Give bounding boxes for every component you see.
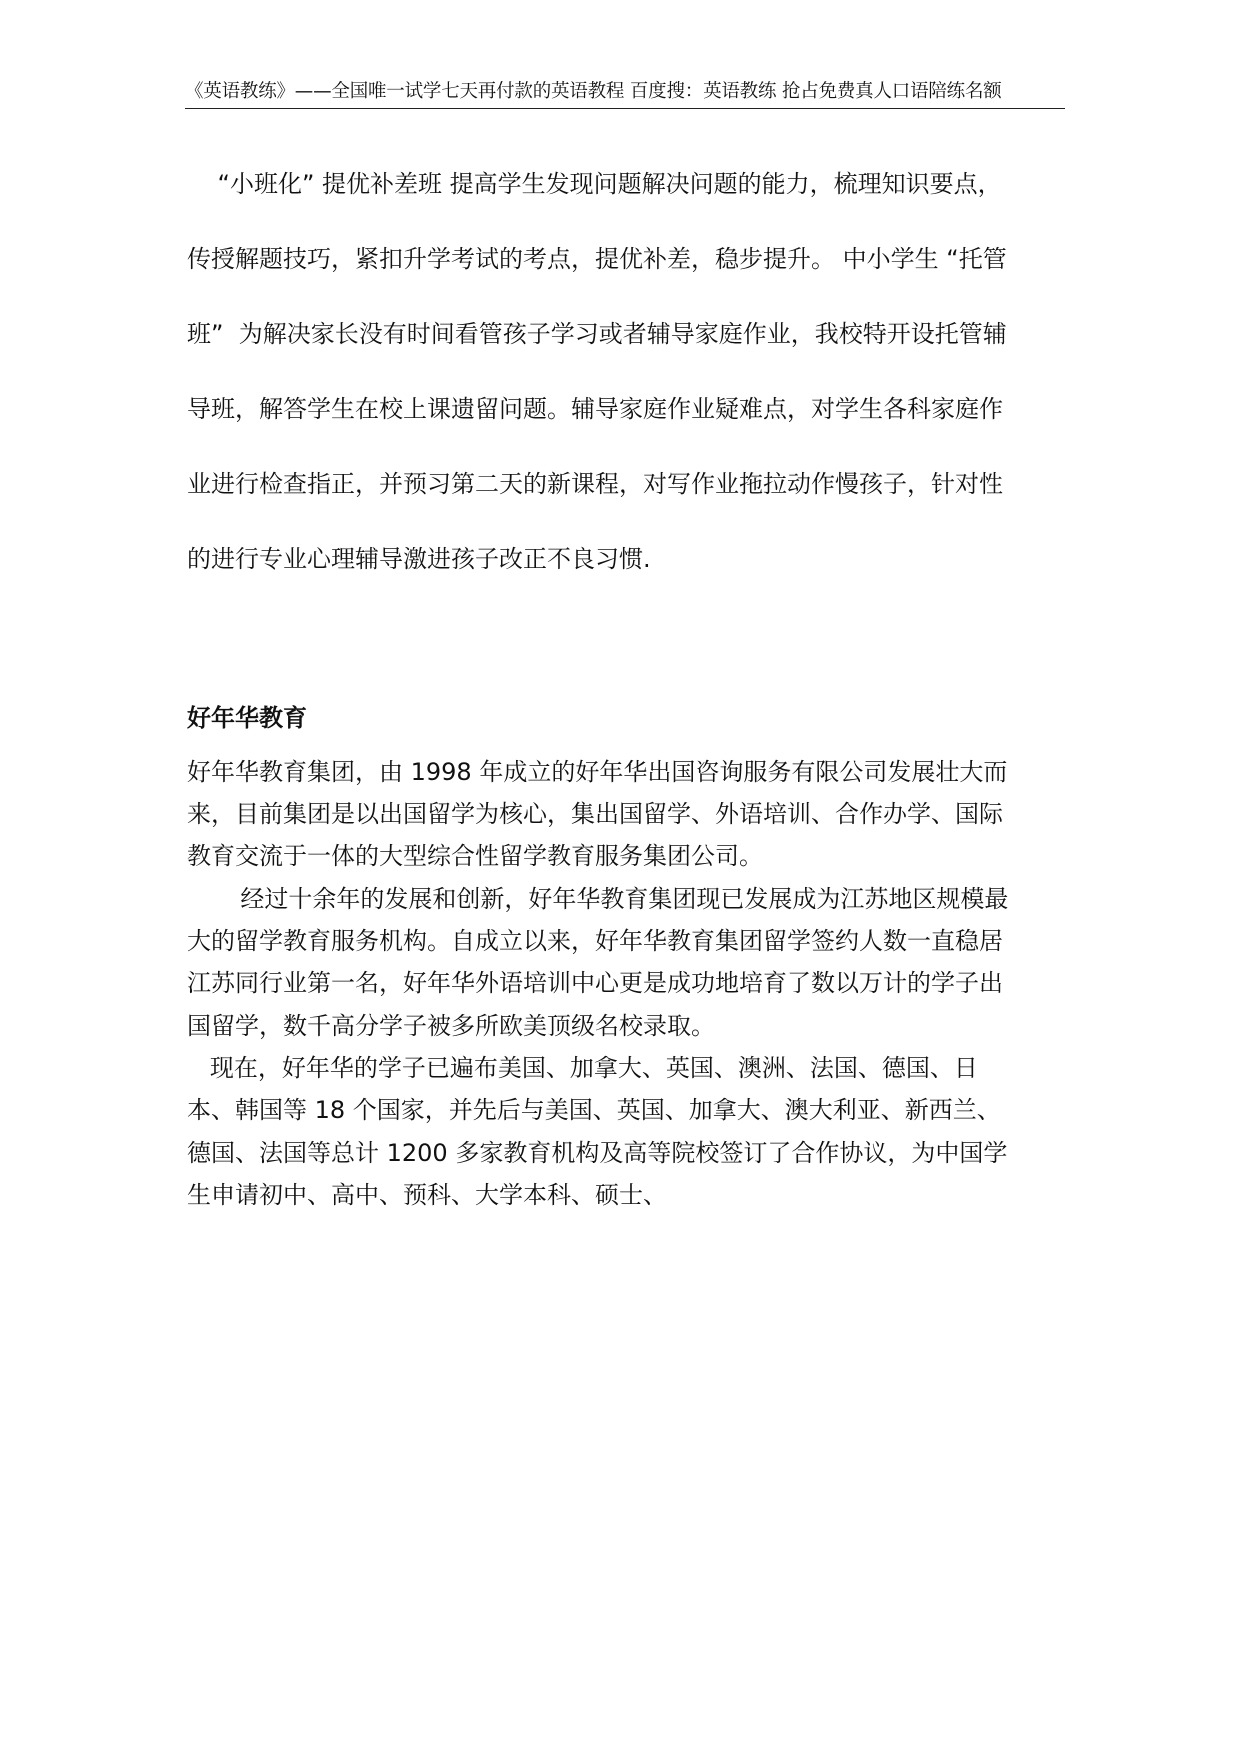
page-header: 《英语教练》——全国唯一试学七天再付款的英语教程 百度搜：英语教练 抢占免费真人口语陪练名额 (185, 81, 1002, 102)
body-line: 来，目前集团是以出国留学为核心，集出国留学、外语培训、合作办学、国际 (187, 800, 1003, 828)
section-title: 好年华教育 (187, 704, 307, 732)
intro-line: 导班，解答学生在校上课遗留问题。辅导家庭作业疑难点，对学生各科家庭作 (187, 395, 1003, 423)
body-line: 教育交流于一体的大型综合性留学教育服务集团公司。 (187, 842, 763, 870)
body-line: 德国、法国等总计 1200 多家教育机构及高等院校签订了合作协议，为中国学 (187, 1139, 1008, 1167)
intro-line: 班” 为解决家长没有时间看管孩子学习或者辅导家庭作业，我校特开设托管辅 (187, 320, 1007, 348)
body-line: 江苏同行业第一名，好年华外语培训中心更是成功地培育了数以万计的学子出 (187, 969, 1003, 997)
intro-line: 业进行检查指正，并预习第二天的新课程，对写作业拖拉动作慢孩子，针对性 (187, 470, 1003, 498)
body-line: 大的留学教育服务机构。自成立以来，好年华教育集团留学签约人数一直稳居 (187, 927, 1003, 955)
header-divider (185, 108, 1065, 109)
body-line: 现在，好年华的学子已遍布美国、加拿大、英国、澳洲、法国、德国、日 (187, 1054, 978, 1082)
intro-line: “小班化” 提优补差班 提高学生发现问题解决问题的能力，梳理知识要点， (187, 170, 1002, 198)
body-line: 本、韩国等 18 个国家，并先后与美国、英国、加拿大、澳大利亚、新西兰、 (187, 1096, 1001, 1124)
body-line: 好年华教育集团，由 1998 年成立的好年华出国咨询服务有限公司发展壮大而 (187, 758, 1008, 786)
intro-line: 传授解题技巧，紧扣升学考试的考点，提优补差，稳步提升。 中小学生 “托管 (187, 245, 1007, 273)
body-line: 经过十余年的发展和创新，好年华教育集团现已发展成为江苏地区规模最 (187, 885, 1009, 913)
body-line: 国留学，数千高分学子被多所欧美顶级名校录取。 (187, 1012, 715, 1040)
body-line: 生申请初中、高中、预科、大学本科、硕士、 (187, 1181, 667, 1209)
intro-line: 的进行专业心理辅导激进孩子改正不良习惯. (187, 545, 651, 573)
